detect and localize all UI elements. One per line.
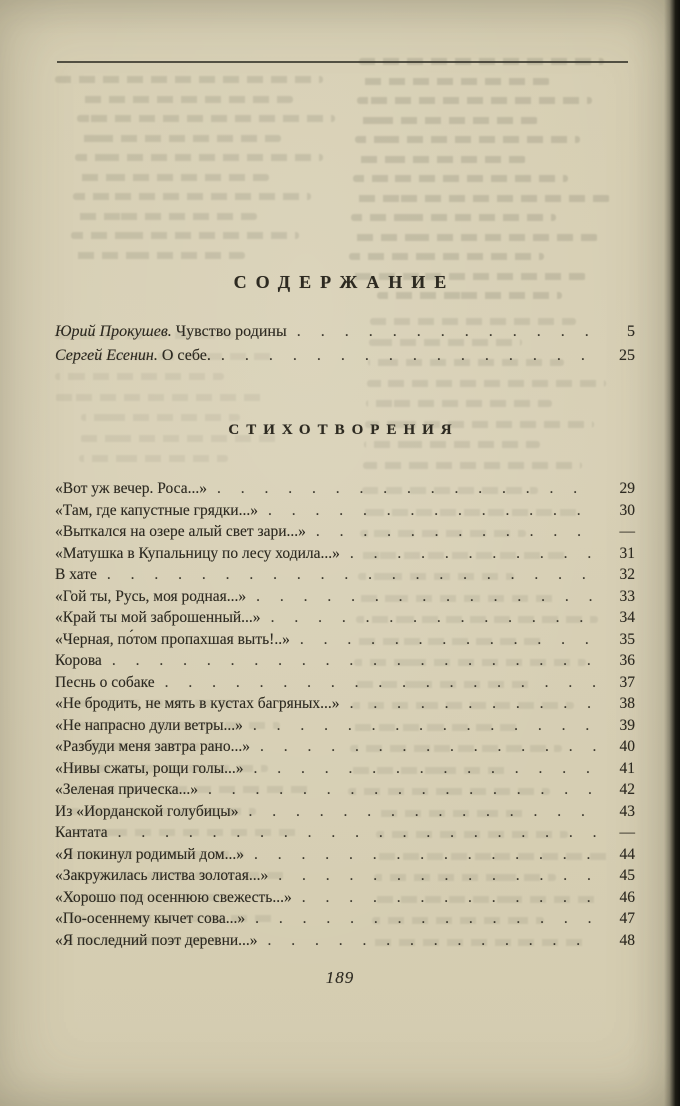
- dot-leader: [278, 865, 597, 887]
- bleedthrough-line: [76, 135, 281, 142]
- toc-entry-page: 42: [619, 781, 635, 798]
- bleedthrough-line: [355, 136, 580, 143]
- toc-entry-title: «Я покинул родимый дом...»: [55, 845, 244, 863]
- toc-entry-page: 43: [619, 802, 635, 820]
- bleedthrough-line: [367, 380, 606, 387]
- toc-entry-page: 29: [619, 480, 635, 497]
- toc-entry-page: 37: [619, 673, 635, 691]
- toc-entry-page: 41: [619, 759, 635, 777]
- toc-entry-page: 45: [619, 867, 635, 884]
- toc-entry-page: —: [619, 523, 635, 540]
- dot-leader: [268, 930, 597, 952]
- toc-entry: [55, 693, 635, 715]
- toc-entry: [55, 865, 635, 887]
- dot-leader: [217, 478, 597, 500]
- dot-leader: [208, 779, 597, 801]
- toc-entry: [55, 607, 635, 629]
- toc-entry-title: «Закружилась листва золотая...»: [55, 867, 269, 884]
- toc-entry-title: «Разбуди меня завтра рано...»: [55, 738, 250, 755]
- bleedthrough-line: [354, 156, 526, 163]
- toc-entry-title: Корова: [55, 652, 102, 669]
- toc-entry: [55, 320, 635, 344]
- toc-entry-title: «Выткался на озере алый свет зари...»: [55, 523, 306, 540]
- poem-list: [55, 478, 635, 951]
- bleedthrough-line: [77, 115, 335, 122]
- dot-leader: [112, 650, 597, 672]
- bleedthrough-line: [353, 175, 568, 182]
- toc-entry: [55, 564, 635, 586]
- dot-leader: [248, 801, 597, 823]
- dot-leader: [165, 672, 597, 694]
- toc-entry: [55, 887, 635, 909]
- toc-entry: [55, 930, 635, 952]
- toc-entry-title: Кантата: [55, 824, 108, 841]
- toc-entry-title: Юрий Прокушев. Чувство родины: [55, 323, 287, 340]
- dot-leader: [256, 586, 597, 608]
- toc-entry-title: «Гой ты, Русь, моя родная...»: [55, 587, 247, 605]
- toc-entry-page: 32: [619, 566, 635, 583]
- dot-leader: [268, 500, 597, 522]
- section-title: СТИХОТВОРЕНИЯ: [228, 422, 459, 438]
- toc-entry-title: «Там, где капустные грядки...»: [55, 501, 258, 519]
- bleedthrough-line: [350, 234, 598, 241]
- toc-entry-page: 5: [627, 323, 635, 340]
- toc-entry: [55, 758, 635, 780]
- bleedthrough-line: [363, 462, 582, 469]
- dot-leader: [118, 822, 597, 844]
- toc-entry-title: «По-осеннему кычет сова...»: [55, 910, 246, 927]
- toc-entry-title: «Черная, по́том пропахшая выть!..»: [55, 630, 290, 648]
- dot-leader: [316, 521, 597, 543]
- toc-entry-page: 34: [619, 609, 635, 626]
- toc-entry-title: «Вот уж вечер. Роса...»: [55, 480, 208, 497]
- dot-leader: [271, 607, 597, 629]
- toc-entry: [55, 801, 635, 823]
- toc-entry: [55, 586, 635, 608]
- toc-entry: [55, 736, 635, 758]
- bleedthrough-line: [356, 117, 538, 124]
- scan-edge: [664, 0, 680, 1106]
- toc-entry-page: 36: [619, 652, 635, 669]
- dot-leader: [302, 887, 597, 909]
- bleedthrough-line: [351, 214, 556, 221]
- toc-entry-title: «Нивы сжаты, рощи голы...»: [55, 759, 244, 777]
- bleedthrough-line: [55, 394, 267, 401]
- dot-leader: [350, 693, 597, 715]
- toc-entry: [55, 629, 635, 651]
- toc-entry: [55, 500, 635, 522]
- bleedthrough-line: [79, 455, 228, 462]
- dot-leader: [350, 543, 597, 565]
- dot-leader: [107, 564, 597, 586]
- toc-entry-page: —: [619, 824, 635, 841]
- toc-entry-page: 46: [619, 888, 635, 906]
- page-number: 189: [325, 968, 355, 987]
- toc-entry: [55, 521, 635, 543]
- toc-entry-author: Юрий Прокушев.: [55, 323, 172, 340]
- bleedthrough-line: [72, 213, 257, 220]
- dot-leader: [254, 758, 598, 780]
- front-matter-list: [55, 320, 635, 368]
- bleedthrough-line: [357, 97, 592, 104]
- toc-entry-page: 44: [619, 845, 635, 863]
- bleedthrough-line: [73, 193, 311, 200]
- bleedthrough-line: [81, 414, 240, 421]
- toc-entry-page: 25: [619, 347, 635, 364]
- bleedthrough-line: [78, 96, 293, 103]
- toc-entry-title: «Не напрасно дули ветры...»: [55, 716, 243, 734]
- toc-entry-title: Песнь о собаке: [55, 673, 155, 691]
- dot-leader: [254, 844, 597, 866]
- toc-entry: [55, 650, 635, 672]
- contents-title: СОДЕРЖАНИЕ: [233, 272, 456, 292]
- toc-entry-title: «Край ты мой заброшенный...»: [55, 609, 261, 626]
- toc-entry-page: 40: [619, 738, 635, 755]
- toc-entry-page: 35: [619, 630, 635, 648]
- bleedthrough-line: [364, 441, 540, 448]
- toc-entry: [55, 344, 635, 368]
- dot-leader: [297, 320, 597, 344]
- bleedthrough-line: [349, 253, 544, 260]
- toc-entry: [55, 478, 635, 500]
- dot-leader: [300, 629, 597, 651]
- dot-leader: [253, 715, 597, 737]
- toc-entry-page: 30: [619, 501, 635, 519]
- bleedthrough-line: [358, 78, 550, 85]
- toc-entry-title: «Я последний поэт деревни...»: [55, 931, 258, 949]
- toc-entry-title: «Не бродить, не мять в кустах багряных...»: [55, 695, 340, 712]
- toc-entry-title: В хате: [55, 566, 97, 583]
- toc-entry-page: 47: [619, 910, 635, 927]
- dot-leader: [260, 736, 597, 758]
- toc-entry: [55, 779, 635, 801]
- toc-entry-page: 33: [619, 587, 635, 605]
- toc-entry-page: 38: [619, 695, 635, 712]
- bleedthrough-line: [71, 232, 299, 239]
- top-rule: [57, 61, 628, 63]
- toc-entry-title: «Зеленая прическа...»: [55, 781, 199, 798]
- bleedthrough-line: [366, 400, 552, 407]
- toc-entry-author: Сергей Есенин.: [55, 347, 158, 364]
- toc-entry: [55, 672, 635, 694]
- toc-entry: [55, 543, 635, 565]
- bleedthrough-line: [70, 252, 245, 259]
- dot-leader: [221, 344, 597, 368]
- toc-entry: [55, 908, 635, 930]
- toc-entry-title: Сергей Есенин. О себе.: [55, 347, 211, 364]
- dot-leader: [255, 908, 597, 930]
- bleedthrough-line: [377, 292, 562, 299]
- bleedthrough-line: [75, 154, 323, 161]
- toc-entry-page: 48: [619, 931, 635, 949]
- toc-entry: [55, 844, 635, 866]
- toc-entry-page: 31: [619, 544, 635, 562]
- toc-entry: [55, 715, 635, 737]
- toc-entry: [55, 822, 635, 844]
- bleedthrough-line: [74, 174, 269, 181]
- bleedthrough-line: [352, 195, 610, 202]
- toc-entry-title: Из «Иорданской голубицы»: [55, 802, 239, 820]
- toc-entry-page: 39: [619, 716, 635, 734]
- bleedthrough-line: [55, 373, 224, 380]
- bleedthrough-line: [55, 76, 323, 83]
- toc-entry-title: «Хорошо под осеннюю свежесть...»: [55, 888, 292, 906]
- toc-entry-title: «Матушка в Купальницу по лесу ходила...»: [55, 544, 340, 562]
